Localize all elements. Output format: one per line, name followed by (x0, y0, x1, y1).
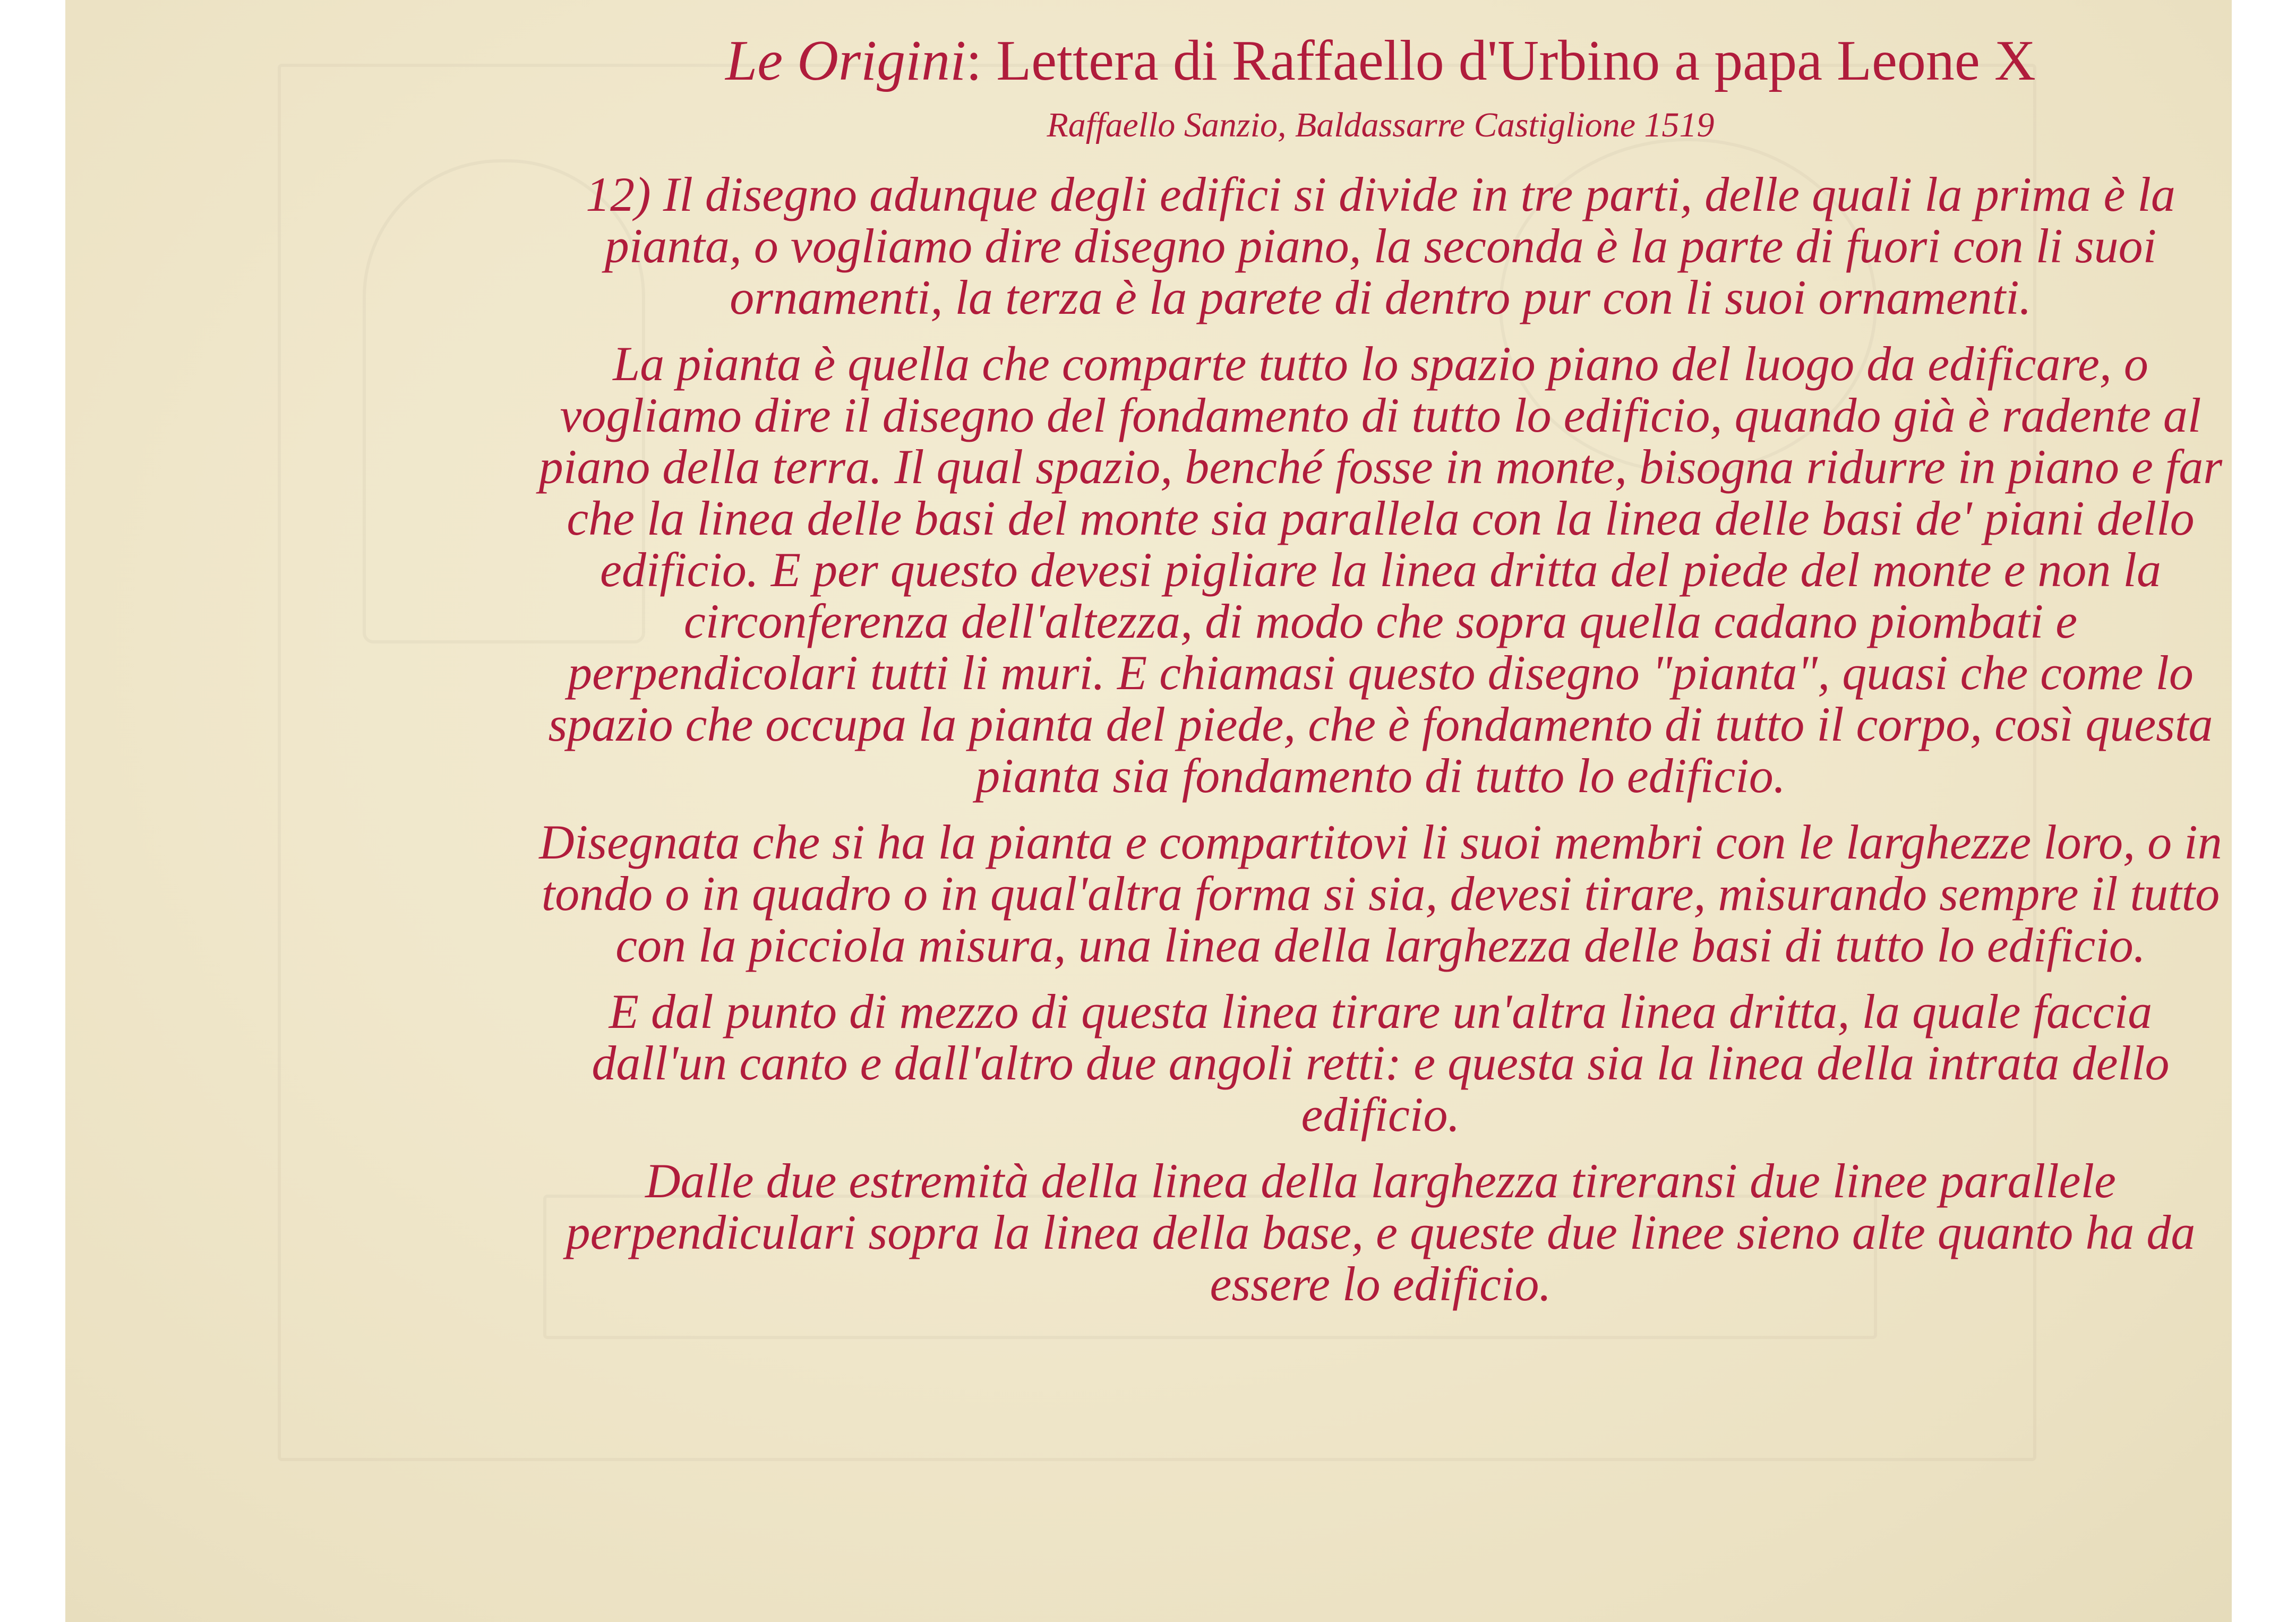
paragraph-1: 12) Il disegno adunque degli edifici si divide in tre parti, delle quali la prima è la pianta, o vogliamo dire disegno piano, la seconda è la parte di fuori con li suoi ornamenti, la terza è la parete di dentro pur con li suoi ornamenti. (586, 167, 2175, 324)
title-separator: : (966, 29, 982, 92)
paragraph-3: Disegnata che si ha la pianta e compartitovi li suoi membri con le larghezze loro, o in tondo o in quadro o in qual'altra forma si sia, devesi tirare, misurando sempre il tutto con la picciola misura, una linea della larghezza delle basi di tutto lo edificio. (539, 815, 2222, 972)
paragraph-2: La pianta è quella che comparte tutto lo spazio piano del luogo da edificare, o vogliamo dire il disegno del fondamento di tutto lo edificio, quando già è radente al piano della terra. Il qual spazio, benché fosse in monte, bisogna ridurre in piano e far che la linea delle basi del monte sia parallela con la linea delle basi de' piani dello edificio. E per questo devesi pigliare la linea dritta del piede del monte e non la circonferenza dell'altezza, di modo che sopra quella cadano piombati e perpendicolari tutti li muri. E chiamasi questo disegno "pianta", quasi che come lo spazio che occupa la pianta del piede, che è fondamento di tutto il corpo, così questa pianta sia fondamento di tutto lo edificio. (538, 337, 2223, 803)
paragraph-4: E dal punto di mezzo di questa linea tirare un'altra linea dritta, la quale faccia dall'un canto e dall'altro due angoli retti: e questa sia la linea della intrata dello edificio. (592, 984, 2170, 1142)
text-content (536, 21, 2225, 1325)
page-title (536, 21, 2225, 101)
paragraph-5: Dalle due estremità della linea della larghezza tireransi due linee parallele perpendiculari sopra la linea della base, e queste due linee sieno alte quanto ha da essere lo edificio. (566, 1154, 2196, 1311)
title-work-name: Le Origini (725, 29, 966, 92)
title-letter-name: Lettera di Raffaello d'Urbino a papa Leone X (982, 29, 2036, 92)
author-attribution: Raffaello Sanzio, Baldassarre Castiglione 1519 (1047, 106, 1715, 144)
